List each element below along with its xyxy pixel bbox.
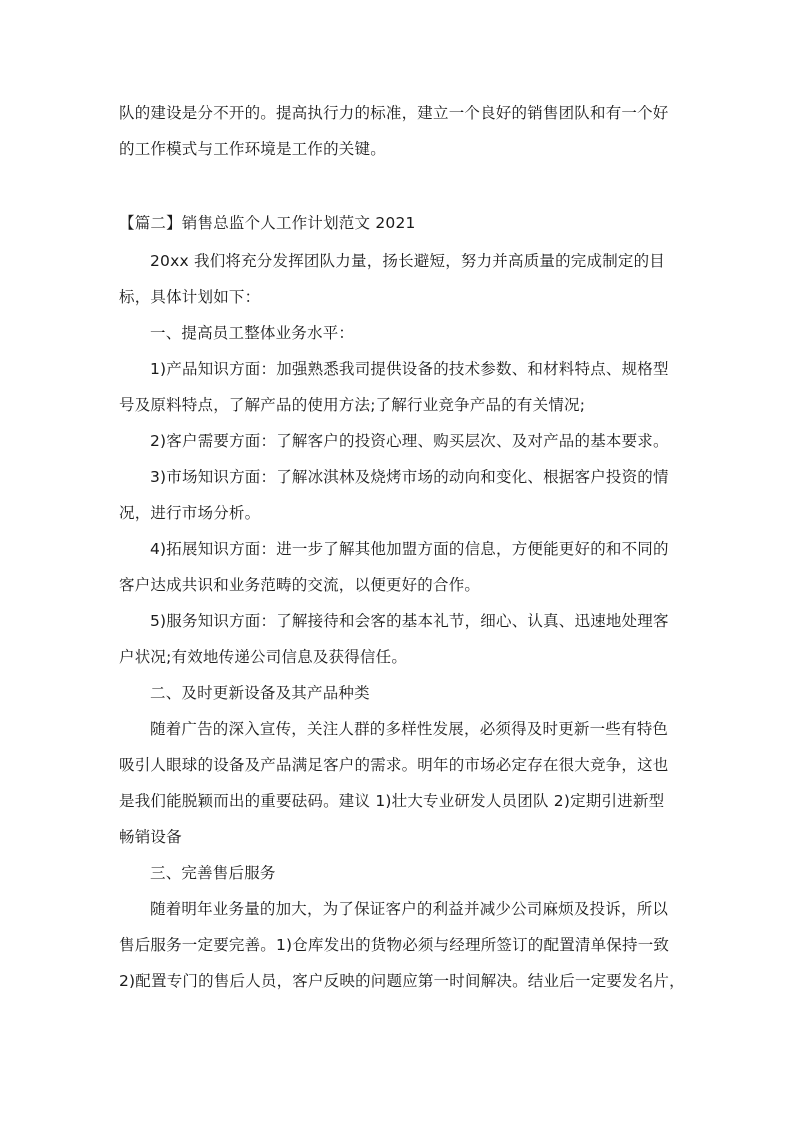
text-line: 5)服务知识方面：了解接待和会客的基本礼节，细心、认真、迅速地处理客: [150, 612, 669, 630]
text-line: 售后服务一定要完善。1)仓库发出的货物必须与经理所签订的配置清单保持一致: [119, 936, 670, 954]
document-page: [119, 95, 685, 999]
paragraph-after-sales: [119, 891, 685, 999]
heading-three: [119, 855, 679, 891]
text-line: 号及原料特点，了解产品的使用方法;了解行业竞争产品的有关情况;: [119, 396, 586, 414]
text-line: 2)配置专门的售后人员，客户反映的问题应第一时间解决。结业后一定要发名片，: [119, 972, 685, 990]
paragraph-equipment-update: [119, 711, 679, 855]
text-line: 3)市场知识方面：了解冰淇林及烧烤市场的动向和变化、根据客户投资的情: [150, 468, 669, 486]
intro-paragraph: [119, 95, 679, 167]
heading-one: [119, 315, 679, 351]
text-line: 是我们能脱颖而出的重要砝码。建议 1)壮大专业研发人员团队 2)定期引进新型: [119, 792, 665, 810]
text-line: 三、完善售后服务: [150, 864, 276, 882]
paragraph-customer-needs: [119, 423, 679, 459]
text-line: 一、提高员工整体业务水平：: [150, 324, 355, 342]
text-line: 客户达成共识和业务范畴的交流，以便更好的合作。: [119, 576, 481, 594]
text-line: 20xx 我们将充分发挥团队力量，扬长避短，努力并高质量的完成制定的目: [150, 252, 665, 270]
text-line: 标，具体计划如下：: [119, 288, 261, 306]
text-line: 2)客户需要方面：了解客户的投资心理、购买层次、及对产品的基本要求。: [150, 432, 669, 450]
text-line: 户状况;有效地传递公司信息及获得信任。: [119, 648, 408, 666]
text-line: 随着明年业务量的加大，为了保证客户的利益并减少公司麻烦及投诉，所以: [150, 900, 669, 918]
paragraph-product-knowledge: [119, 351, 679, 423]
text-line: 吸引人眼球的设备及产品满足客户的需求。明年的市场必定存在很大竞争，这也: [119, 756, 669, 774]
paragraph-expansion-knowledge: [119, 531, 679, 603]
text-line: 队的建设是分不开的。提高执行力的标准，建立一个良好的销售团队和有一个好: [119, 104, 669, 122]
paragraph-intro-plan: [119, 243, 679, 315]
paragraph-market-knowledge: [119, 459, 679, 531]
text-line: 随着广告的深入宣传，关注人群的多样性发展，必须得及时更新一些有特色: [150, 720, 669, 738]
text-line: 二、及时更新设备及其产品种类: [150, 684, 370, 702]
text-line: 1)产品知识方面：加强熟悉我司提供设备的技术参数、和材料特点、规格型: [150, 360, 669, 378]
heading-two: [119, 675, 679, 711]
section-title: 【篇二】销售总监个人工作计划范文 2021: [119, 214, 416, 232]
text-line: 4)拓展知识方面：进一步了解其他加盟方面的信息，方便能更好的和不同的: [150, 540, 669, 558]
text-line: 的工作模式与工作环境是工作的关键。: [119, 140, 386, 158]
text-line: 畅销设备: [119, 828, 182, 846]
paragraph-service-knowledge: [119, 603, 679, 675]
text-line: 况，进行市场分析。: [119, 504, 261, 522]
